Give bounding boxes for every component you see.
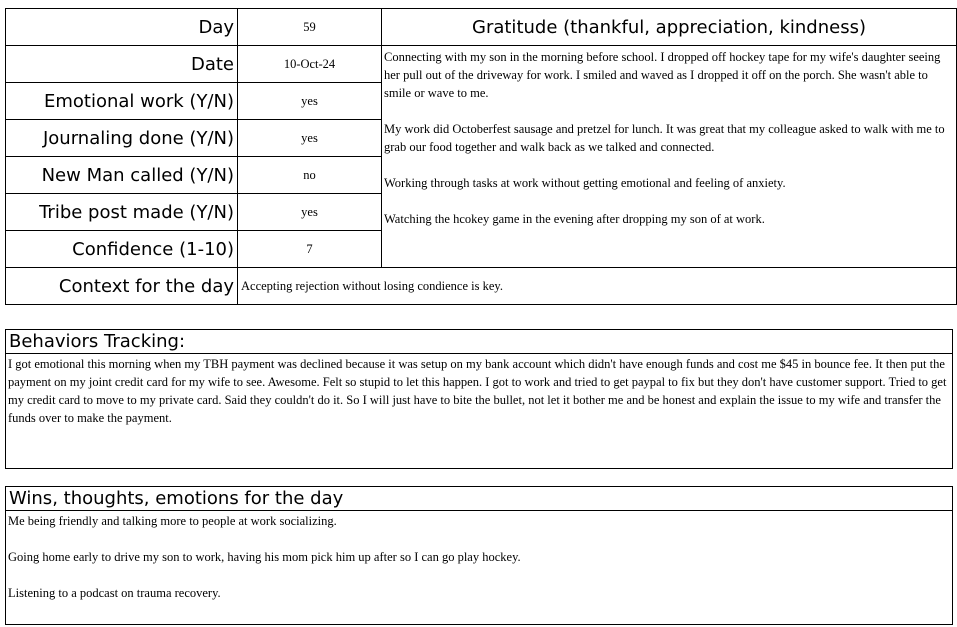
context-value[interactable]: Accepting rejection without losing condience is key. [238, 268, 957, 305]
new-man-called-value[interactable]: no [238, 157, 382, 194]
gratitude-paragraph: My work did Octoberfest sausage and pretzel for lunch. It was great that my colleague asked to walk with me to grab our food together and walk back as we talked and connected. [384, 122, 945, 154]
gratitude-paragraph: Connecting with my son in the morning before school. I dropped off hockey tape for my wife's daughter seeing her pull out of the driveway for work. I smiled and waved as I dropped it off on the porch. She wasn't able to smile or wave to me. [384, 50, 941, 100]
journaling-value[interactable]: yes [238, 120, 382, 157]
confidence-value[interactable]: 7 [238, 231, 382, 268]
day-value[interactable]: 59 [238, 9, 382, 46]
confidence-label: Confidence (1-10) [6, 231, 238, 268]
journaling-label: Journaling done (Y/N) [6, 120, 238, 157]
emotional-work-value[interactable]: yes [238, 83, 382, 120]
context-label: Context for the day [6, 268, 238, 305]
wins-title: Wins, thoughts, emotions for the day [6, 487, 952, 511]
tribe-post-value[interactable]: yes [238, 194, 382, 231]
gratitude-title: Gratitude (thankful, appreciation, kindness) [382, 9, 957, 46]
date-label: Date [6, 46, 238, 83]
behaviors-title: Behaviors Tracking: [6, 330, 952, 354]
gratitude-body[interactable] [382, 46, 957, 268]
gratitude-paragraph: Working through tasks at work without getting emotional and feeling of anxiety. [384, 176, 786, 190]
wins-paragraph: Going home early to drive my son to work, having his mom pick him up after so I can go play hockey. [8, 550, 521, 564]
daily-tracker-table [5, 8, 957, 305]
wins-paragraph: Me being friendly and talking more to people at work socializing. [8, 514, 337, 528]
new-man-called-label: New Man called (Y/N) [6, 157, 238, 194]
emotional-work-label: Emotional work (Y/N) [6, 83, 238, 120]
date-value[interactable]: 10-Oct-24 [238, 46, 382, 83]
wins-section [5, 486, 953, 625]
wins-body[interactable] [6, 511, 952, 602]
tribe-post-label: Tribe post made (Y/N) [6, 194, 238, 231]
day-label: Day [6, 9, 238, 46]
gratitude-paragraph: Watching the hcokey game in the evening after dropping my son of at work. [384, 212, 765, 226]
wins-paragraph: Listening to a podcast on trauma recovery. [8, 586, 221, 600]
behaviors-section [5, 329, 953, 469]
behaviors-text[interactable]: I got emotional this morning when my TBH payment was declined because it was setup on my bank account which didn't have enough funds and cost me $45 in bounce fee. It then put the payment on my joint credit card for my wife to see. Awesome. Felt so stupid to let this happen. I got to work and tried to get paypal to fix but they don't have customer support. Tried to get my credit card to move to my private card. Said they couldn't do it. So I will just have to bite the bullet, not let it bother me and be honest and explain the issue to my wife and transfer the funds over to make the payment. [8, 357, 947, 425]
